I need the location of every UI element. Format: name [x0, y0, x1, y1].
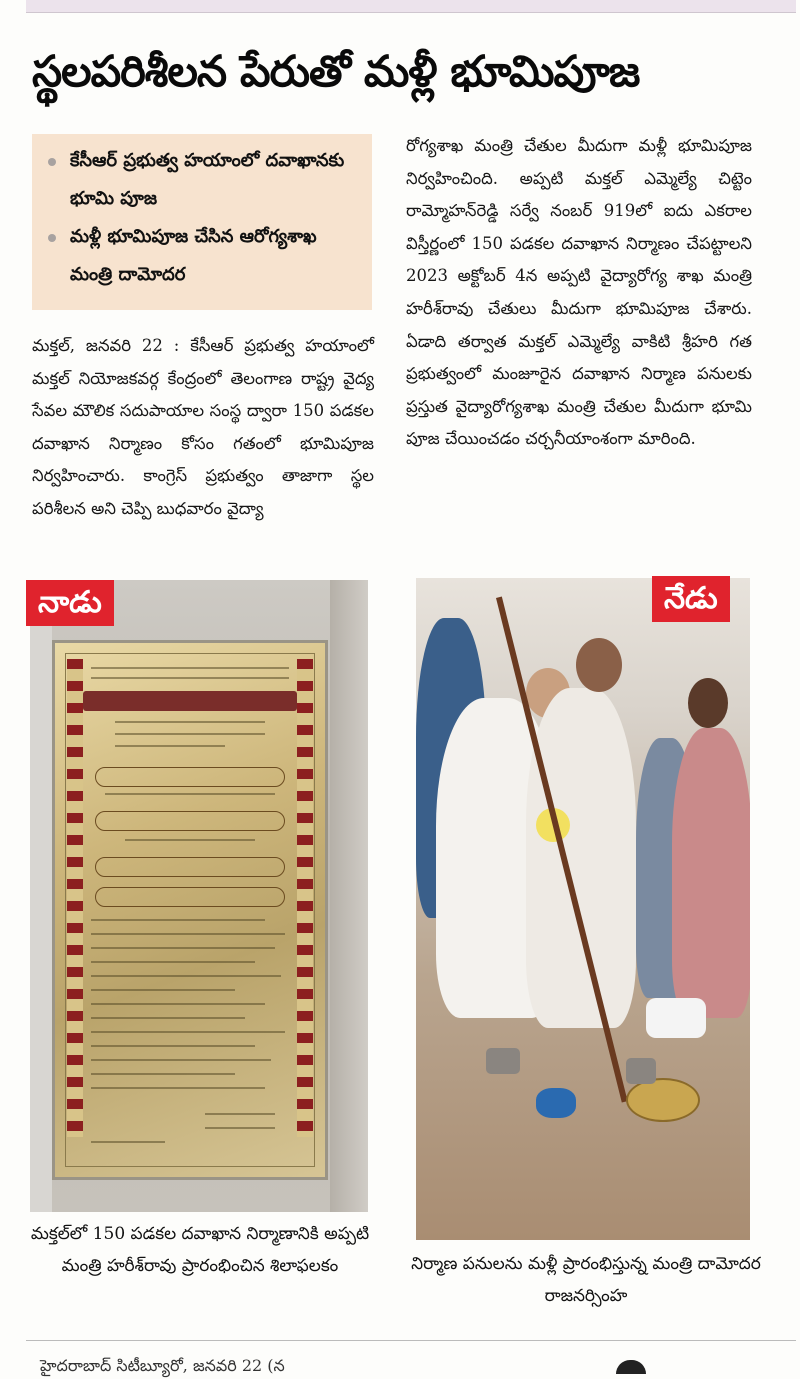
article-text-right: రోగ్యశాఖ మంత్రి చేతుల మీదుగా మళ్లీ భూమిపూజ నిర్వహించింది. అప్పటి మక్తల్ ఎమ్మెల్యే చిట్టెం రామ్మోహన్‌రెడ్డి సర్వే నంబర్ 919లో ఐదు ఎకరాల విస్తీర్ణంలో 150 పడకల దవాఖాన నిర్మాణం చేపట్టాలని 2023 అక్టోబర్ 4న అప్పటి వైద్యారోగ్య శాఖ మంత్రి హరీశ్‌రావు చేతులు మీదుగా భూమిపూజ చేశారు. ఏడాది తర్వాత మక్తల్ ఎమ్మెల్యే వాకిటి శ్రీహరి గత ప్రభుత్వంలో మంజూరైన దవాఖాన నిర్మాణ పనులకు ప్రస్తుత వైద్యారోగ్యశాఖ మంత్రి చేతుల మీదుగా భూమి పూజ చేయించడం చర్చనీయాంశంగా మారింది. — [406, 136, 752, 449]
article-column-left — [32, 330, 374, 526]
summary-item — [46, 218, 364, 294]
ceremony-photo — [416, 578, 750, 1240]
plaque-image — [52, 640, 328, 1180]
footer-divider — [26, 1340, 796, 1341]
top-border-strip — [26, 0, 796, 13]
past-tag: నాడు — [26, 580, 114, 626]
right-photo-caption: నిర్మాణ పనులను మళ్లీ ప్రారంభిస్తున్న మంత్రి దామోదర రాజనర్సింహ — [411, 1254, 761, 1306]
summary-box — [32, 134, 372, 310]
bullet-icon — [48, 158, 56, 166]
summary-item-text: కేసీఆర్ ప్రభుత్వ హయాంలో దవాఖానకు భూమి పూజ — [70, 150, 345, 209]
article-column-right — [406, 130, 752, 456]
summary-item — [46, 142, 364, 218]
present-tag: నేడు — [652, 576, 730, 622]
footer-logo-fragment — [616, 1360, 646, 1374]
summary-item-text: మళ్లీ భూమిపూజ చేసిన ఆరోగ్యశాఖ మంత్రి దామోదర — [70, 226, 317, 285]
next-article-dateline: హైదరాబాద్ సిటీబ్యూరో, జనవరి 22 (న — [40, 1356, 285, 1375]
left-photo-caption: మక్తల్‌లో 150 పడకల దవాఖాన నిర్మాణానికి అప్పటి మంత్రి హరీశ్‌రావు ప్రారంభించిన శిలాఫలకం — [30, 1224, 370, 1276]
article-headline: స్థలపరిశీలన పేరుతో మళ్లీ భూమిపూజ — [32, 47, 640, 97]
summary-list — [46, 142, 364, 294]
bullet-icon — [48, 234, 56, 242]
article-text-left: మక్తల్, జనవరి 22 : కేసీఆర్ ప్రభుత్వ హయాంలో మక్తల్ నియోజకవర్గ కేంద్రంలో తెలంగాణ రాష్ట్ర వైద్య సేవల మౌలిక సదుపాయాల సంస్థ ద్వారా 150 పడకల దవాఖాన నిర్మాణం కోసం గతంలో భూమిపూజ నిర్వహించారు. కాంగ్రెస్ ప్రభుత్వం తాజాగా స్థల పరిశీలన అని చెప్పి బుధవారం వైద్యా — [32, 336, 374, 518]
